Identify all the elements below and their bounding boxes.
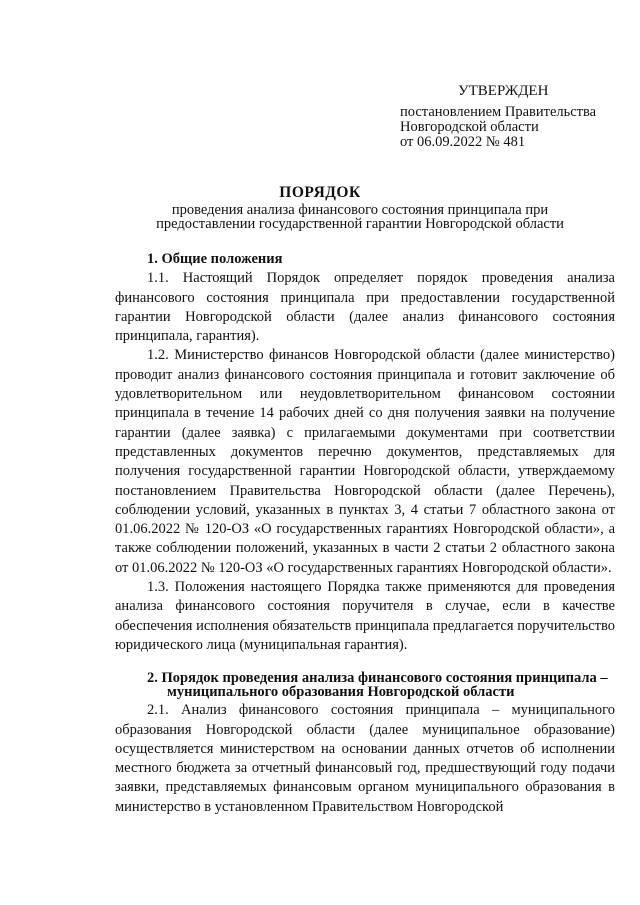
- approval-line: от 06.09.2022 № 481: [400, 134, 526, 150]
- section-1-heading: 1. Общие положения: [147, 251, 283, 267]
- paragraph-1-3: 1.3. Положения настоящего Порядка также применяются для проведения анализа финансового состояния поручителя в случае, если в качестве обеспечения исполнения обязательств принципала предлагается поручительство юридического лица (муниципальная гарантия).: [115, 579, 615, 653]
- paragraph-1-2: 1.2. Министерство финансов Новгородской области (далее министерство) проводит анализ финансового состояния принципала и готовит заключение об удовлетворительном или неудовлетворительном финансовом состоянии принципала в течение 14 рабочих дней со дня получения заявки на получение гарантии (далее заявка) с прилагаемыми документами при соответствии представленных документов перечню документов, представляемых для получения государственной гарантии Новгородской области, утверждаемому постановлением Правительства Новгородской области (далее Перечень), соблюдении условий, указанных в пунктах 3, 4 статьи 7 областного закона от 01.06.2022 № 120-ОЗ «О государственных гарантиях Новгородской области», а также соблюдении положений, указанных в части 2 статьи 2 областного закона от 01.06.2022 № 120-ОЗ «О государственных гарантиях Новгородской области».: [115, 347, 615, 576]
- subtitle-line: предоставлении государственной гарантии Новгородской области: [156, 216, 564, 232]
- subtitle-line: проведения анализа финансового состояния принципала при: [171, 202, 549, 218]
- approval-line: Новгородской области: [400, 119, 539, 135]
- section-2-heading-line: 2. Порядок проведения анализа финансового состояния принципала –: [147, 670, 608, 687]
- approval-line: постановлением Правительства: [400, 104, 597, 120]
- document-title: ПОРЯДОК: [279, 184, 361, 201]
- approval-block: [400, 84, 630, 150]
- document-subtitle: [140, 203, 580, 231]
- section-2-heading: [115, 671, 615, 699]
- paragraph-1-1: 1.1. Настоящий Порядок определяет порядок проведения анализа финансового состояния принципала при предоставлении государственной гарантии Новгородской области (далее анализ финансового состояния принципала, гарантия).: [115, 270, 615, 345]
- approval-heading: УТВЕРЖДЕН: [458, 83, 549, 99]
- document-body: [115, 250, 615, 817]
- section-2-heading-line: муниципального образования Новгородской области: [167, 684, 515, 701]
- paragraph-2-1: 2.1. Анализ финансового состояния принципала – муниципального образования Новгородской области (далее муниципальное образование) осуществляется министерством на основании данных отчетов об исполнении местного бюджета за отчетный финансовый год, предшествующий году подачи заявки, представляемых финансовым органом муниципального образования в министерство в установленном Правительством Новгородской: [115, 702, 615, 815]
